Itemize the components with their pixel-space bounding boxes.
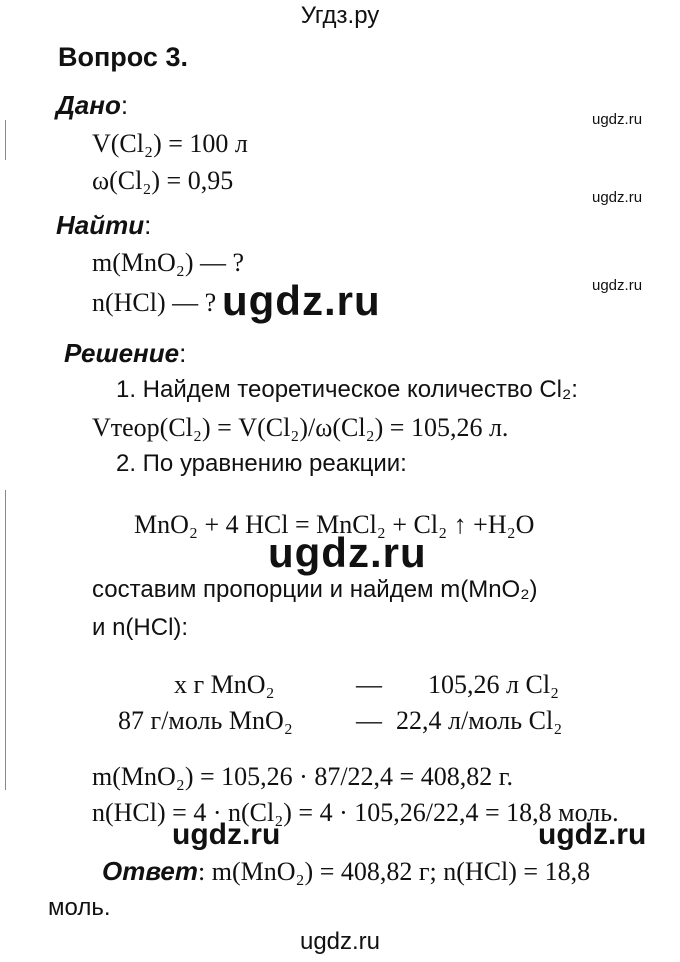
site-footer: ugdz.ru bbox=[299, 928, 381, 955]
solution-text-2: и n(HCl): bbox=[92, 614, 189, 641]
solution-step-1: 1. Найдем теоретическое количество Cl₂: bbox=[116, 376, 578, 403]
proportion-row-2-right: 22,4 л/моль Cl₂ bbox=[396, 706, 563, 735]
find-colon: : bbox=[144, 210, 152, 240]
scan-edge-mark bbox=[5, 490, 6, 790]
reaction-equation: MnO₂ + 4 HCl = MnCl₂ + Cl₂ ↑ +H₂O bbox=[134, 510, 535, 539]
scan-edge-mark bbox=[5, 120, 6, 160]
given-line-fraction: ω(Cl₂) = 0,95 bbox=[92, 166, 234, 195]
proportion-row-1-right: 105,26 л Cl₂ bbox=[428, 670, 560, 699]
page-title: Вопрос 3. bbox=[58, 42, 188, 72]
proportion-row-1-dash: — bbox=[356, 670, 382, 699]
answer-text: m(MnO₂) = 408,82 г; n(HCl) = 18,8 bbox=[205, 857, 591, 886]
solution-label: Решение bbox=[64, 338, 180, 368]
calc-moles-hcl: n(HCl) = 4 · n(Cl₂) = 4 · 105,26/22,4 = 18,8 моль. bbox=[92, 798, 619, 827]
watermark-small: ugdz.ru bbox=[592, 277, 643, 294]
given-line-volume: V(Cl₂) = 100 л bbox=[92, 129, 248, 158]
find-line-moles: n(HCl) — ? bbox=[92, 288, 217, 317]
given-header bbox=[56, 92, 128, 118]
answer-continuation: моль. bbox=[48, 894, 111, 921]
calc-mass-mno2: m(MnO₂) = 105,26 · 87/22,4 = 408,82 г. bbox=[92, 762, 513, 791]
solution-colon: : bbox=[179, 338, 187, 368]
solution-step-1-formula: Vтеор(Cl₂) = V(Cl₂)/ω(Cl₂) = 105,26 л. bbox=[92, 413, 509, 442]
answer-colon: : bbox=[197, 857, 206, 886]
find-label: Найти bbox=[56, 210, 145, 240]
solution-header bbox=[64, 340, 186, 366]
solution-text-1: составим пропорции и найдем m(MnO₂) bbox=[92, 576, 538, 603]
proportion-row-2-dash: — bbox=[356, 706, 382, 735]
watermark-large: ugdz.ru bbox=[268, 529, 427, 576]
find-header bbox=[56, 212, 151, 238]
watermark-large: ugdz.ru bbox=[172, 818, 281, 851]
watermark-large: ugdz.ru bbox=[538, 818, 647, 851]
find-line-mass: m(MnO₂) — ? bbox=[92, 248, 245, 277]
solution-step-2: 2. По уравнению реакции: bbox=[116, 450, 407, 477]
proportion-row-1-left: x г MnO₂ bbox=[174, 670, 275, 699]
watermark-small: ugdz.ru bbox=[592, 189, 643, 206]
watermark-small: ugdz.ru bbox=[592, 111, 643, 128]
site-header: Угдз.ру bbox=[300, 2, 380, 29]
answer-line bbox=[102, 858, 590, 885]
watermark-large: ugdz.ru bbox=[222, 277, 381, 324]
given-label: Дано bbox=[56, 90, 121, 120]
proportion-row-2-left: 87 г/моль MnO₂ bbox=[118, 706, 293, 735]
given-colon: : bbox=[120, 90, 129, 120]
answer-label: Ответ bbox=[102, 856, 198, 886]
